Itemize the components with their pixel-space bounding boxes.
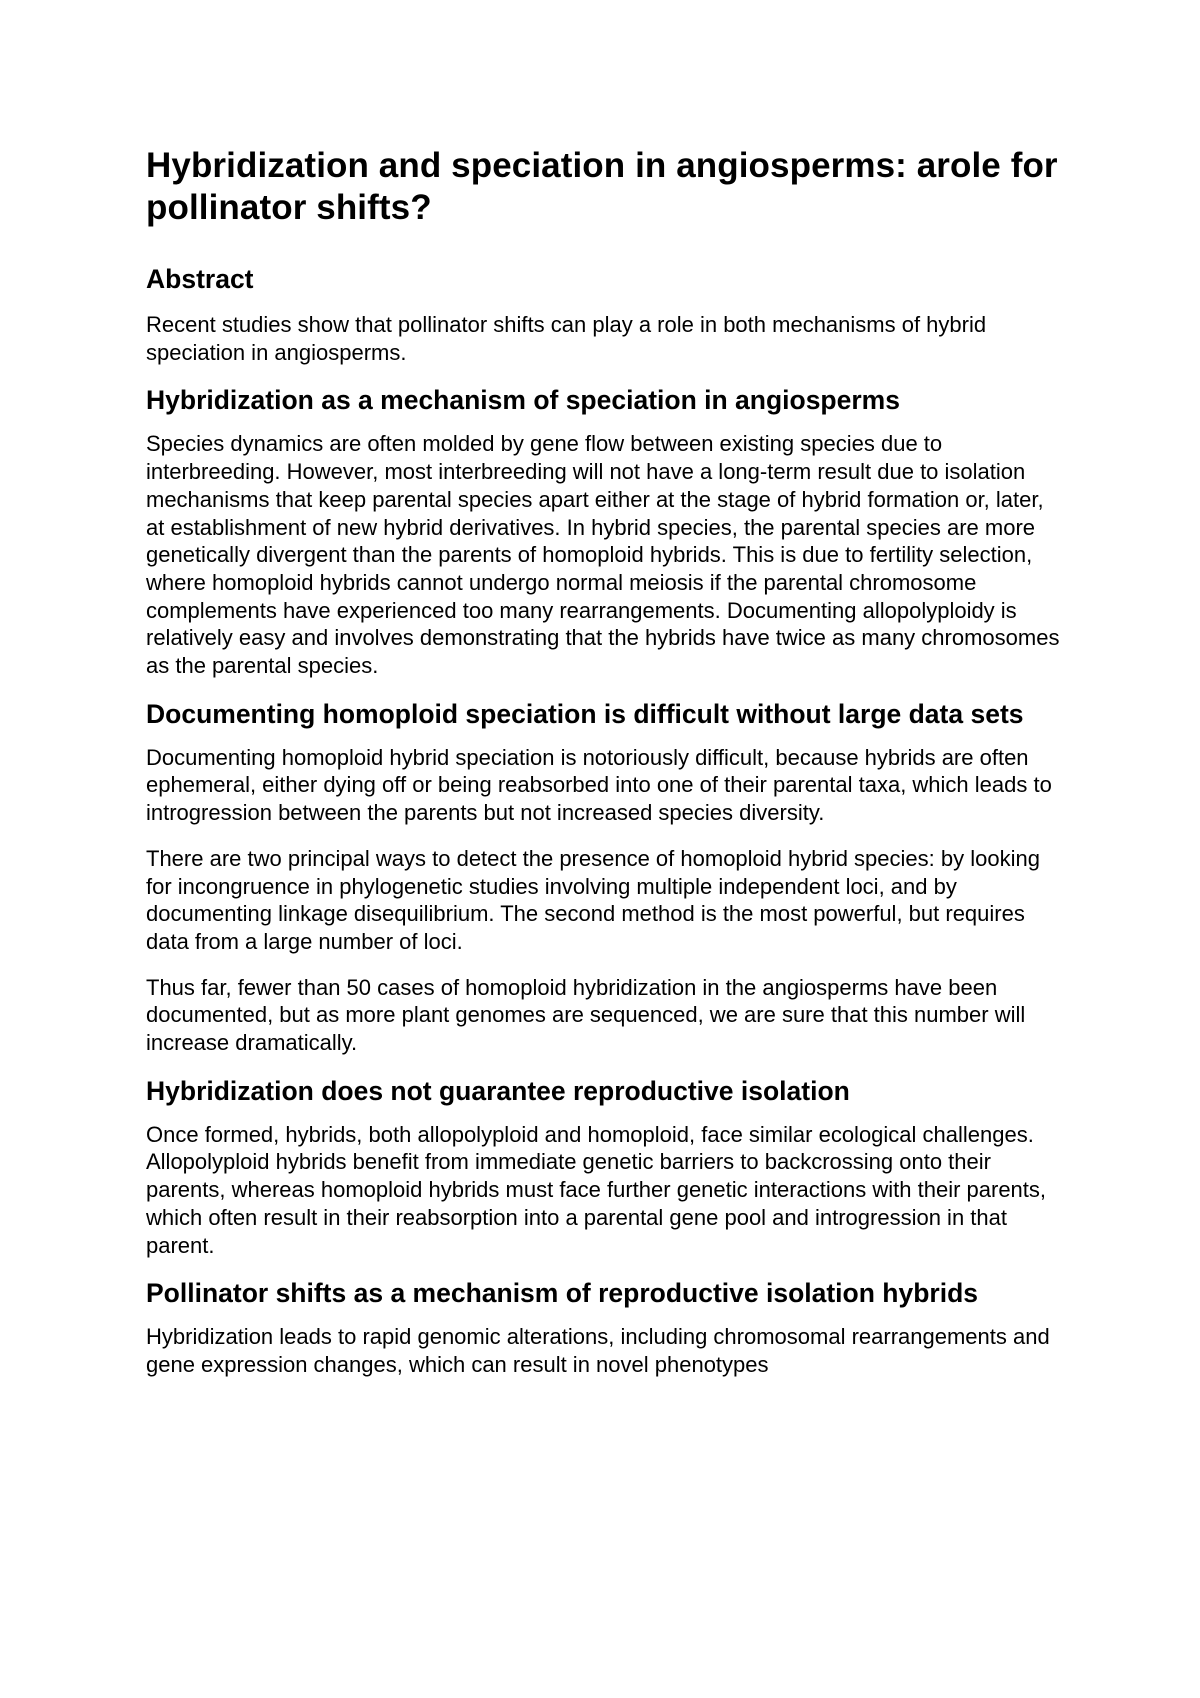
paragraph: Documenting homoploid hybrid speciation is notoriously difficult, because hybrids are often ephemeral, either dying off or being reabsorbed into one of their parental taxa, which leads to introgression between the parents but not increased species diversity. [146,744,1052,826]
paragraph: Recent studies show that pollinator shifts can play a role in both mechanisms of hybrid speciation in angiosperms. [146,312,987,365]
section-pollinator-shifts [146,1277,1066,1378]
document-page [146,145,1066,1397]
paragraph: Once formed, hybrids, both allopolyploid and homoploid, face similar ecological challenges. Allopolyploid hybrids benefit from immediate genetic barriers to backcrossing onto their parents, whereas homoploid hybrids must face further genetic interactions with their parents, which often result in their reabsorption into a parental gene pool and introgression in that parent. [146,1121,1047,1258]
paragraph: Thus far, fewer than 50 cases of homoploid hybridization in the angiosperms have been documented, but as more plant genomes are sequenced, we are sure that this number will increase dramatically. [146,974,1026,1056]
paragraph: Hybridization leads to rapid genomic alterations, including chromosomal rearrangements and gene expression changes, which can result in novel phenotypes [146,1324,1050,1377]
section-heading: Hybridization as a mechanism of speciation in angiosperms [146,385,900,416]
section-hybridization-mechanism [146,384,1066,679]
section-heading: Documenting homoploid speciation is difficult without large data sets [146,698,1024,729]
section-heading: Abstract [146,264,254,294]
section-heading: Hybridization does not guarantee reproductive isolation [146,1075,850,1106]
document-title: Hybridization and speciation in angiosperms: arole for pollinator shifts? [146,146,1058,227]
paragraph: Species dynamics are often molded by gene flow between existing species due to interbreeding. However, most interbreeding will not have a long-term result due to isolation mechanisms that keep parental species apart either at the stage of hybrid formation or, later, at establishment of new hybrid derivatives. In hybrid species, the parental species are more genetically divergent than the parents of homoploid hybrids. This is due to fertility selection, where homoploid hybrids cannot undergo normal meiosis if the parental chromosome complements have experienced too many rearrangements. Documenting allopolyploidy is relatively easy and involves demonstrating that the hybrids have twice as many chromosomes as the parental species. [146,431,1060,679]
section-reproductive-isolation [146,1075,1066,1260]
paragraph: There are two principal ways to detect the presence of homoploid hybrid species: by looking for incongruence in phylogenetic studies involving multiple independent loci, and by documenting linkage disequilibrium. The second method is the most powerful, but requires data from a large number of loci. [146,845,1040,954]
section-homoploid-speciation [146,698,1066,1057]
section-heading: Pollinator shifts as a mechanism of reproductive isolation hybrids [146,1278,978,1309]
section-abstract [146,263,1066,366]
